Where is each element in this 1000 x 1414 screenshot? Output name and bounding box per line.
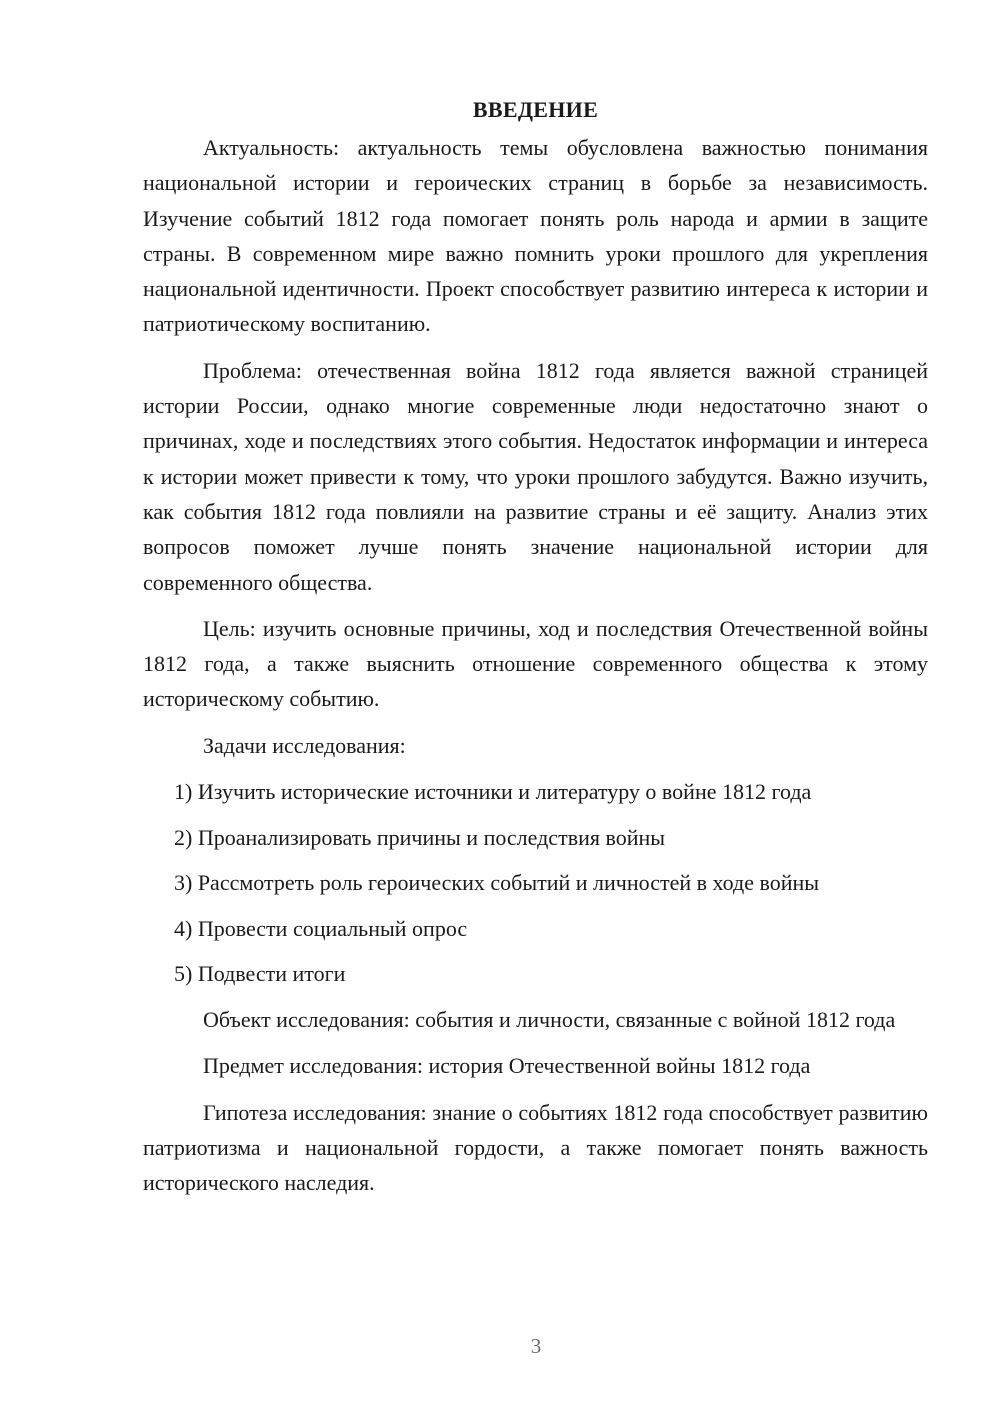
task-item: 3) Рассмотреть роль героических событий и личностей в ходе войны (174, 870, 820, 896)
task-item: 2) Проанализировать причины и последствия войны (174, 824, 666, 850)
task-item: 1) Изучить исторические источники и литературу о войне 1812 года (174, 779, 812, 805)
page-title: ВВЕДЕНИЕ (472, 97, 599, 122)
goal-paragraph: Цель: изучить основные причины, ход и последствия Отечественной войны 1812 года, а также выяснить отношение современного общества к этому историческому событию. (143, 615, 928, 712)
page-number: 3 (530, 1334, 542, 1358)
tasks-title: Задачи исследования: (203, 732, 406, 758)
problem-paragraph: Проблема: отечественная война 1812 года является важной страницей истории России, однако многие современные люди недостаточно знают о причинах, ходе и последствиях этого события. Недостаток информации и интереса к истории может привести к тому, что уроки прошлого забудутся. Важно изучить, как события 1812 года повлияли на развитие страны и её защиту. Анализ этих вопросов поможет лучше понять значение национальной истории для современного общества. (143, 357, 928, 595)
subject-paragraph: Предмет исследования: история Отечественной войны 1812 года (203, 1053, 811, 1079)
tasks-list (143, 774, 928, 992)
document-page (143, 92, 928, 1212)
task-item: 5) Подвести итоги (174, 961, 346, 987)
task-item: 4) Провести социальный опрос (174, 915, 468, 941)
hypothesis-paragraph: Гипотеза исследования: знание о событиях 1812 года способствует развитию патриотизма и национальной гордости, а также помогает понять важность исторического наследия. (143, 1099, 928, 1196)
relevance-paragraph: Актуальность: актуальность темы обусловлена важностью понимания национальной истории и героических страниц в борьбе за независимость. Изучение событий 1812 года помогает понять роль народа и армии в защите страны. В современном мире важно помнить уроки прошлого для укрепления национальной идентичности. Проект способствует развитию интереса к истории и патриотическому воспитанию. (143, 135, 928, 337)
object-paragraph: Объект исследования: события и личности, связанные с войной 1812 года (203, 1007, 896, 1033)
